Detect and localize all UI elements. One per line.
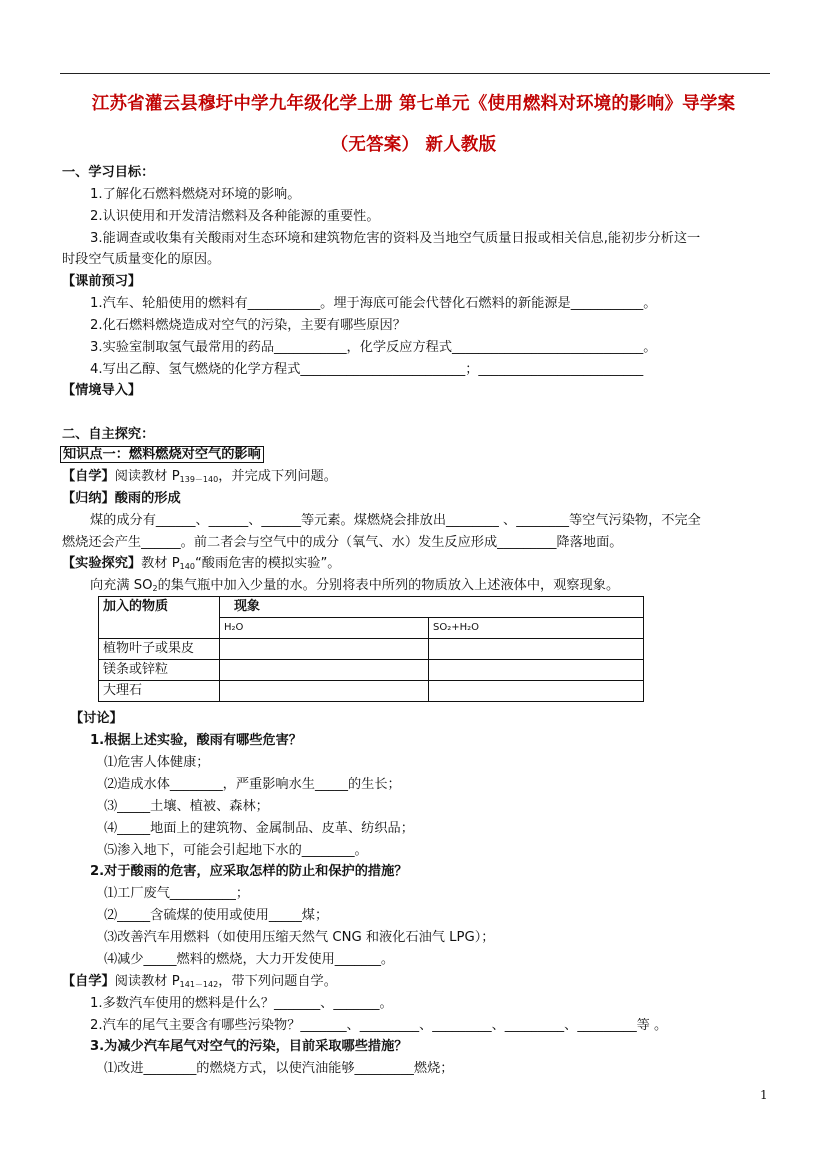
goal-item-continued: 时段空气质量变化的原因。 xyxy=(62,252,221,267)
goal-item: 1.了解化石燃料燃烧对环境的影响。 xyxy=(90,187,301,202)
table-header-substance: 加入的物质 xyxy=(99,597,220,639)
experiment-table xyxy=(98,596,644,702)
page-number: 1 xyxy=(760,1088,768,1102)
discussion-item: ⑷_____地面上的建筑物、金属制品、皮革、纺织品； xyxy=(104,821,414,836)
table-cell-blank xyxy=(429,681,644,702)
discussion-heading: 【讨论】 xyxy=(70,711,123,726)
preview-item: 3.实验室制取氢气最常用的药品___________，化学反应方程式_____________________________。 xyxy=(90,340,657,355)
table-header-phenomenon: 现象 xyxy=(220,597,644,618)
table-cell-blank xyxy=(429,660,644,681)
induce-heading: 【归纳】酸雨的形成 xyxy=(62,491,181,506)
preview-item: 2.化石燃料燃烧造成对空气的污染，主要有哪些原因？ xyxy=(90,318,406,333)
intro-heading: 【情境导入】 xyxy=(62,383,142,398)
table-cell-blank xyxy=(429,639,644,660)
self-study-question: 3.为减少汽车尾气对空气的污染，目前采取哪些措施？ xyxy=(90,1039,408,1054)
self-study-line: 【自学】阅读教材 $P_{141-142}$，带下列问题自学。 xyxy=(62,974,337,989)
induce-text: 燃烧还会产生______。前二者会与空气中的成分（氧气、水）发生反应形成_________降落地面。 xyxy=(62,535,623,550)
self-study-item: ⑴改进________的燃烧方式，以使汽油能够_________燃烧； xyxy=(104,1061,454,1076)
doc-title-line2: （无答案） 新人教版 xyxy=(330,135,497,155)
discussion-item: ⑷减少_____燃料的燃烧，大力开发使用_______。 xyxy=(104,952,395,967)
table-cell-substance: 镁条或锌粒 xyxy=(99,660,220,681)
table-row xyxy=(99,681,644,702)
discussion-item: ⑸渗入地下，可能会引起地下水的________。 xyxy=(104,843,368,858)
section-heading-explore: 二、自主探究： xyxy=(62,427,155,442)
table-cell-substance: 大理石 xyxy=(99,681,220,702)
discussion-question: 2.对于酸雨的危害，应采取怎样的防止和保护的措施？ xyxy=(90,864,408,879)
preview-heading: 【课前预习】 xyxy=(62,274,142,289)
discussion-item: ⑵造成水体________，严重影响水生_____的生长； xyxy=(104,777,401,792)
header-rule xyxy=(60,73,770,74)
discussion-item: ⑵_____含硫煤的使用或使用_____煤； xyxy=(104,908,329,923)
table-row xyxy=(99,660,644,681)
table-subheader-so2-h2o: SO₂+H₂O xyxy=(429,618,644,639)
section-heading-goals: 一、学习目标： xyxy=(62,165,155,180)
table-cell-blank xyxy=(220,681,429,702)
induce-text: 煤的成分有______、______、______等元素。煤燃烧会排放出________ 、________等空气污染物，不完全 xyxy=(90,513,701,528)
discussion-item: ⑴工厂废气__________； xyxy=(104,886,250,901)
experiment-description: 向充满 $SO_2$的集气瓶中加入少量的水。分别将表中所列的物质放入上述液体中，观察现象。 xyxy=(90,578,620,593)
self-study-item: 1.多数汽车使用的燃料是什么？_______、_______。 xyxy=(90,996,393,1011)
table-cell-blank xyxy=(220,660,429,681)
discussion-question: 1.根据上述实验，酸雨有哪些危害？ xyxy=(90,733,302,748)
table-header-row xyxy=(99,597,644,618)
self-study-line: 【自学】阅读教材 $P_{139-140}$，并完成下列问题。 xyxy=(62,469,337,484)
table-cell-blank xyxy=(220,639,429,660)
discussion-item: ⑶改善汽车用燃料（如使用压缩天然气 CNG 和液化石油气 LPG）； xyxy=(104,930,495,945)
preview-item: 4.写出乙醇、氢气燃烧的化学方程式_________________________；_________________________ xyxy=(90,362,644,377)
doc-title-line1: 江苏省灌云县穆圩中学九年级化学上册 第七单元《使用燃料对环境的影响》导学案 xyxy=(91,94,736,114)
experiment-heading: 【实验探究】教材 $P_{140}“$酸雨危害的模拟实验”。 xyxy=(62,556,341,571)
table-subheader-h2o: H₂O xyxy=(220,618,429,639)
discussion-item: ⑴危害人体健康； xyxy=(104,755,210,770)
table-row xyxy=(99,639,644,660)
self-study-item: 2.汽车的尾气主要含有哪些污染物？_______、_________、_________、_________、_________等 。 xyxy=(90,1018,668,1033)
discussion-item: ⑶_____土壤、植被、森林； xyxy=(104,799,269,814)
goal-item: 3.能调查或收集有关酸雨对生态环境和建筑物危害的资料及当地空气质量日报或相关信息,能初步分析这一 xyxy=(90,231,701,246)
knowledge-point-title: 知识点一：燃料燃烧对空气的影响 xyxy=(60,446,264,464)
goal-item: 2.认识使用和开发清洁燃料及各种能源的重要性。 xyxy=(90,209,380,224)
table-cell-substance: 植物叶子或果皮 xyxy=(99,639,220,660)
preview-item: 1.汽车、轮船使用的燃料有___________。埋于海底可能会代替化石燃料的新能源是___________。 xyxy=(90,296,657,311)
